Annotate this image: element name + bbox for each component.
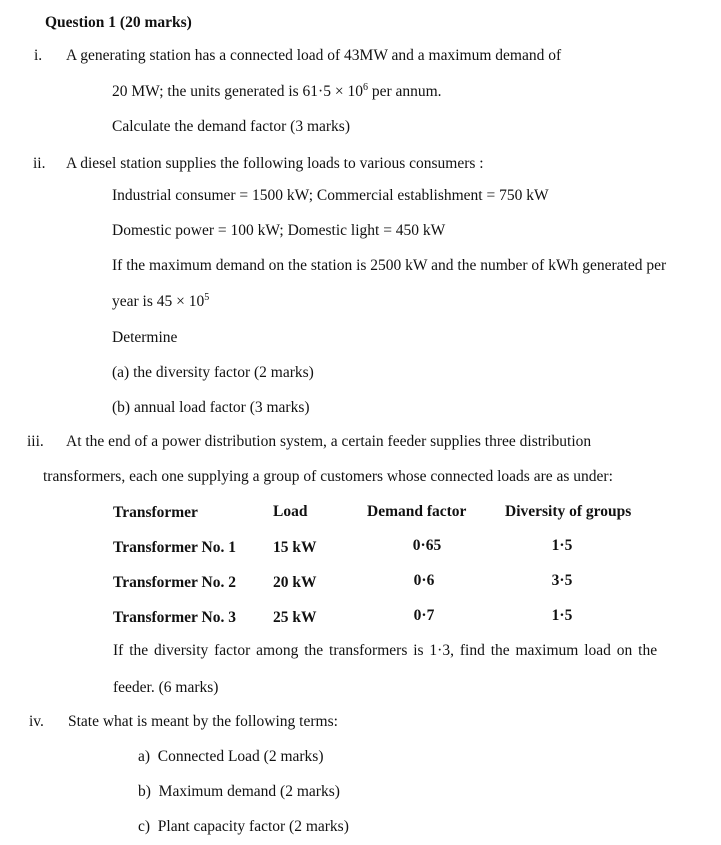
question-iii-line-1: At the end of a power distribution system, a certain feeder supplies three distribution: [66, 433, 592, 450]
question-ii-part-a: (a) the diversity factor (2 marks): [112, 364, 314, 381]
question-i-line-3: Calculate the demand factor (3 marks): [112, 118, 350, 135]
question-i-line-2-suffix: per annum.: [367, 83, 442, 100]
table-row-1-demand-factor: 0·65: [412, 537, 442, 554]
table-row-2-diversity: 3·5: [551, 572, 573, 589]
question-iii-line-4: feeder. (6 marks): [113, 679, 219, 696]
question-i-line-2-text: 20 MW; the units generated is 61·5 × 10: [112, 83, 363, 100]
question-ii-line-1: A diesel station supplies the following loads to various consumers :: [66, 155, 484, 172]
table-header-demand-factor: Demand factor: [367, 503, 467, 520]
question-iv-number: iv.: [29, 713, 44, 730]
table-row-1-diversity: 1·5: [551, 537, 573, 554]
table-row-1-load: 15 kW: [273, 539, 317, 556]
question-ii-number: ii.: [33, 155, 46, 172]
question-ii-line-5: [112, 293, 209, 311]
table-row-2-transformer: Transformer No. 2: [113, 574, 236, 591]
question-i-number: i.: [34, 47, 43, 64]
table-row-3-load: 25 kW: [273, 609, 317, 626]
question-ii-line-2: Industrial consumer = 1500 kW; Commercial establishment = 750 kW: [112, 187, 549, 204]
table-header-diversity: Diversity of groups: [505, 503, 632, 520]
question-iv-line-1: State what is meant by the following terms:: [68, 713, 338, 730]
table-row-2-load: 20 kW: [273, 574, 317, 591]
table-row-3-demand-factor: 0·7: [413, 607, 435, 624]
question-i-line-2: [112, 83, 442, 101]
table-row-2-demand-factor: 0·6: [413, 572, 435, 589]
table-row-3-transformer: Transformer No. 3: [113, 609, 236, 626]
table-row-1-transformer: Transformer No. 1: [113, 539, 236, 556]
table-header-load: Load: [273, 503, 308, 520]
question-heading: Question 1 (20 marks): [45, 14, 192, 31]
question-iv-item-a: a) Connected Load (2 marks): [138, 748, 324, 765]
question-iv-item-c: c) Plant capacity factor (2 marks): [138, 818, 349, 835]
question-ii-line-4: If the maximum demand on the station is 2500 kW and the number of kWh generated per: [112, 257, 667, 274]
question-iv-item-b: b) Maximum demand (2 marks): [138, 783, 340, 800]
question-ii-line-6: Determine: [112, 329, 178, 346]
question-ii-exponent: 5: [204, 292, 210, 303]
table-header-transformer: Transformer: [113, 504, 198, 521]
question-iii-line-2: transformers, each one supplying a group of customers whose connected loads are as under:: [43, 468, 613, 485]
question-i-exponent: 6: [362, 82, 368, 93]
question-iii-line-3: If the diversity factor among the transformers is 1·3, find the maximum load on the: [113, 642, 658, 659]
question-ii-part-b: (b) annual load factor (3 marks): [112, 399, 310, 416]
table-row-3-diversity: 1·5: [551, 607, 573, 624]
question-i-line-1: A generating station has a connected load of 43MW and a maximum demand of: [66, 47, 562, 64]
question-iii-number: iii.: [27, 433, 44, 450]
question-ii-line-3: Domestic power = 100 kW; Domestic light = 450 kW: [112, 222, 446, 239]
question-ii-line-5-text: year is 45 × 10: [112, 293, 205, 310]
